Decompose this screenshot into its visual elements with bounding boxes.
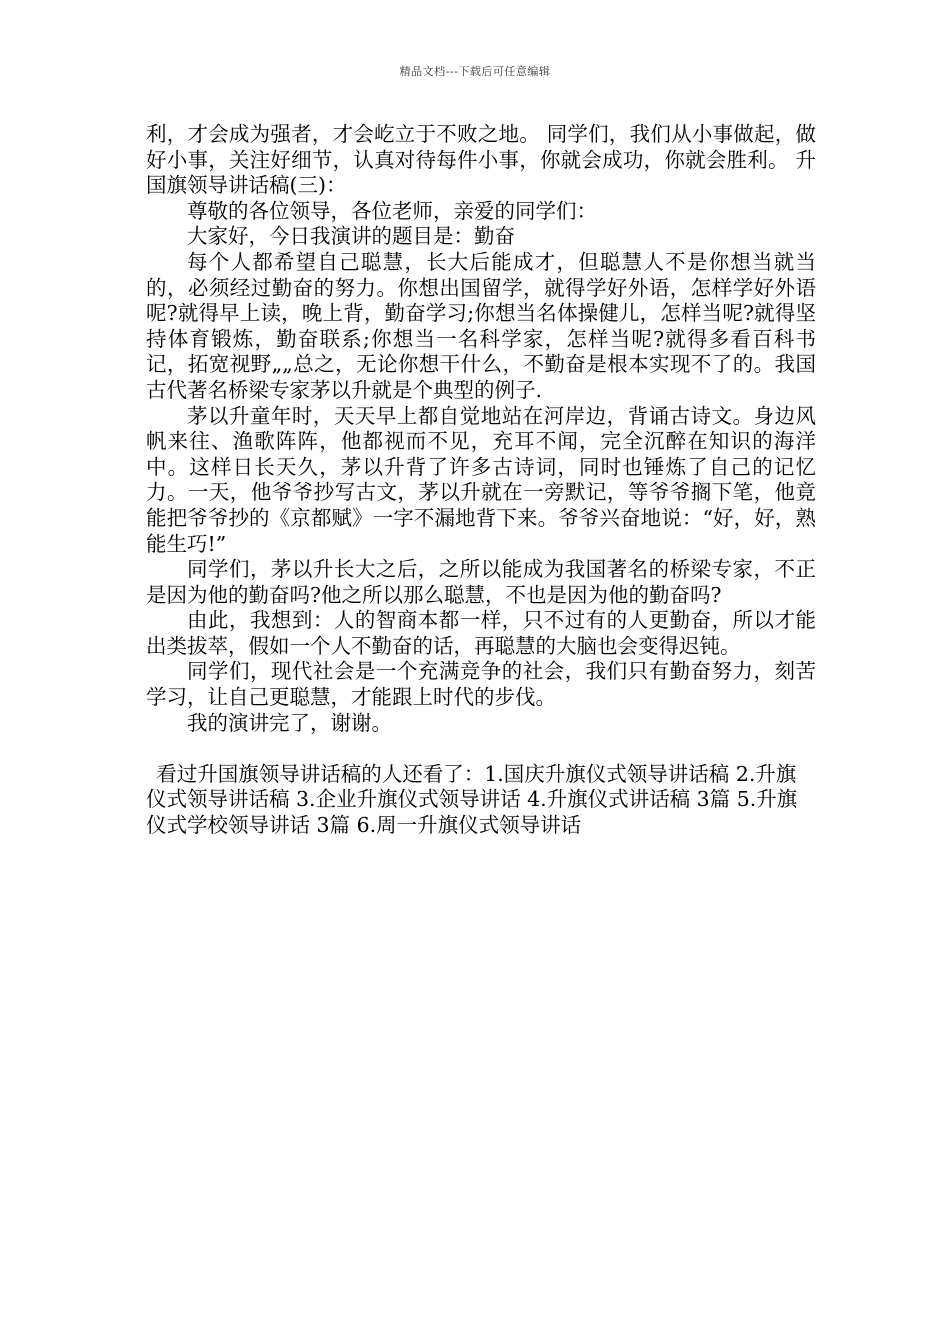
paragraph-body: 每个人都希望自己聪慧，长大后能成才，但聪慧人不是你想当就当的，必须经过勤奋的努力。你想出国留学，就得学好外语，怎样学好外语呢?就得早上读，晚上背，勤奋学习;你想当名体操健儿，怎样当呢?就得坚持体育锻炼，勤奋联系;你想当一名科学家，怎样当呢?就得多看百科书记，拓宽视野„„总之，无论你想干什么，不勤奋是根本实现不了的。我国古代著名桥梁专家茅以升就是个典型的例子. xyxy=(146,249,816,402)
paragraph-speech-topic: 大家好，今日我演讲的题目是：勤奋 xyxy=(187,224,515,249)
paragraph-body: 同学们，茅以升长大之后，之所以能成为我国著名的桥梁专家，不正是因为他的勤奋吗?他之所以那么聪慧，不也是因为他的勤奋吗? xyxy=(146,557,816,607)
paragraph-body: 由此，我想到：人的智商本都一样，只不过有的人更勤奋，所以才能出类拔萃，假如一个人不勤奋的话，再聪慧的大脑也会变得迟钝。 xyxy=(146,608,816,658)
paragraph-body: 茅以升童年时，天天早上都自觉地站在河岸边，背诵古诗文。身边风帆来往、渔歌阵阵，他都视而不见，充耳不闻，完全沉醉在知识的海洋中。这样日长天久，茅以升背了许多古诗词，同时也锤炼了自己的记忆力。一天，他爷爷抄写古文，茅以升就在一旁默记，等爷爷搁下笔，他竟能把爷爷抄的《京都赋》一字不漏地背下来。爷爷兴奋地说：“好，好，熟能生巧!” xyxy=(146,403,816,556)
paragraph-continuation: 利，才会成为强者，才会屹立于不败之地。 同学们，我们从小事做起，做好小事，关注好细节，认真对待每件小事，你就会成功，你就会胜利。 升国旗领导讲话稿(三)： xyxy=(146,122,816,198)
paragraph-salutation: 尊敬的各位领导，各位老师，亲爱的同学们： xyxy=(187,198,597,223)
document-body xyxy=(146,122,816,839)
paragraph-closing: 我的演讲完了，谢谢。 xyxy=(187,710,392,735)
paragraph-body: 同学们，现代社会是一个充满竞争的社会，我们只有勤奋努力，刻苦学习，让自己更聪慧，才能跟上时代的步伐。 xyxy=(146,659,816,710)
paragraph-spacer xyxy=(146,736,816,762)
page-header: 精品文档---下载后可任意编辑 xyxy=(399,65,551,78)
related-articles: 看过升国旗领导讲话稿的人还看了：1.国庆升旗仪式领导讲话稿 2.升旗仪式领导讲话稿 3.企业升旗仪式领导讲话 4.升旗仪式讲话稿 3篇 5.升旗仪式学校领导讲话 3篇 6.周一升旗仪式领导讲话 xyxy=(146,761,798,838)
